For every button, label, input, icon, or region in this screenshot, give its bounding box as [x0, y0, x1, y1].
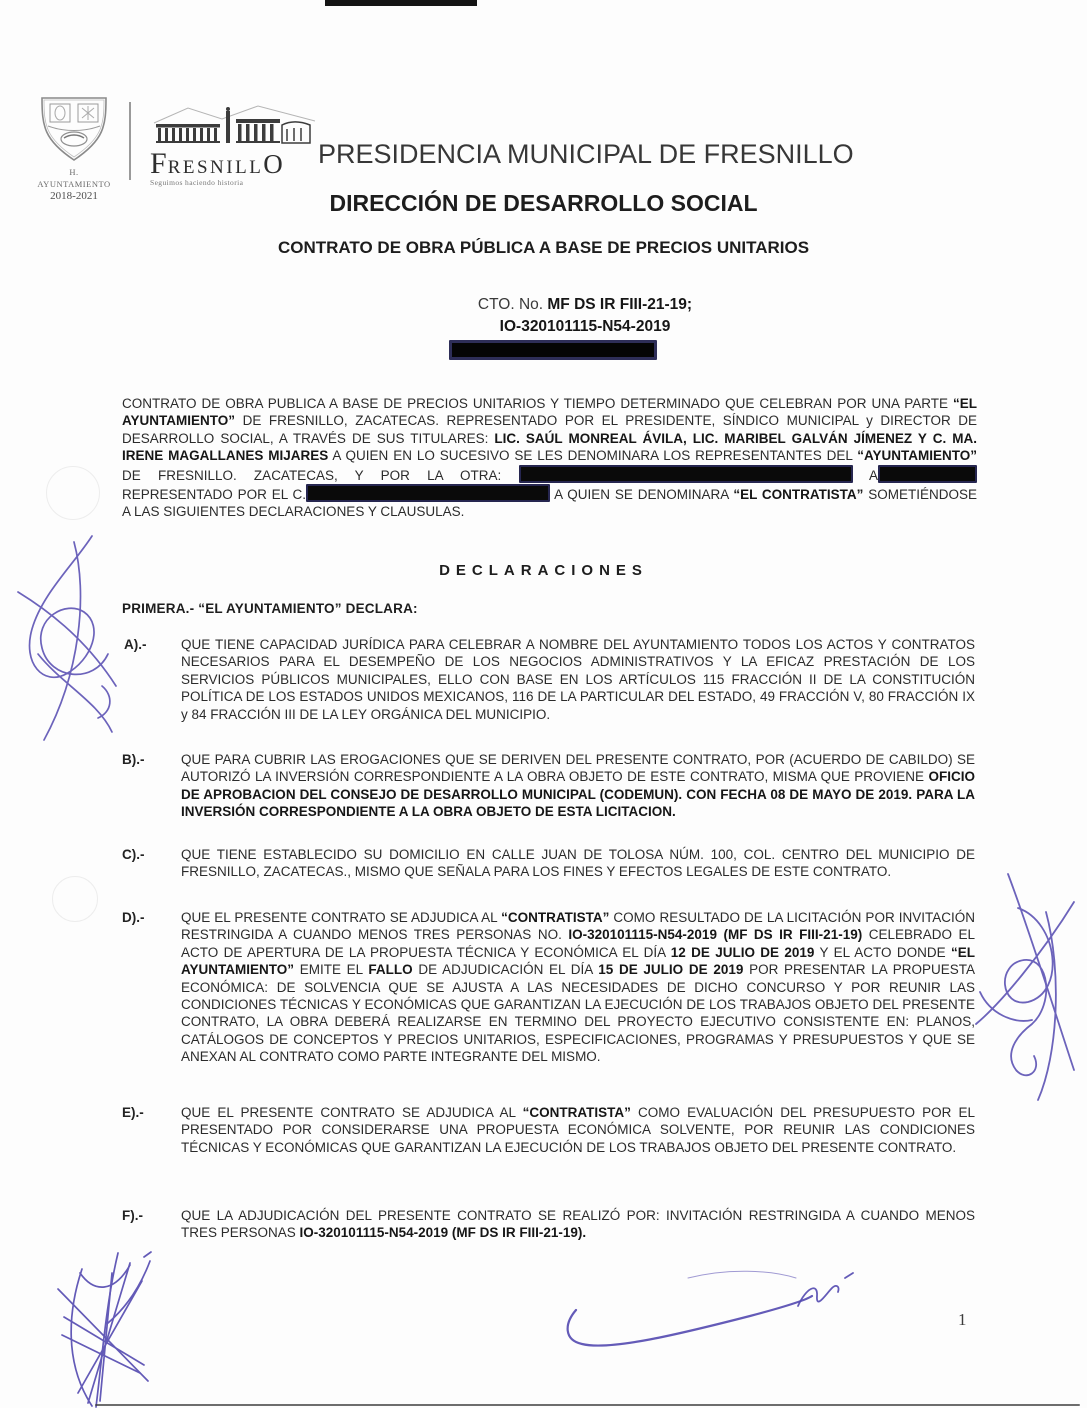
contract-number-line2: IO-320101115-N54-2019	[499, 318, 671, 335]
text-run: A	[852, 467, 878, 483]
text-run: QUE EL PRESENTE CONTRATO SE ADJUDICA AL	[181, 910, 502, 925]
text-run: DE ADJUDICACIÓN EL DÍA	[412, 962, 599, 978]
text-run: SOMETIÉNDOSE A LAS SIGUIENTES DECLARACIONES Y CLAUSULAS.	[122, 487, 978, 520]
item-label-a: A).-	[124, 637, 147, 652]
contract-number-block	[370, 294, 800, 338]
text-run: QUE EL PRESENTE CONTRATO SE ADJUDICA AL	[181, 1105, 523, 1120]
crest-shield-icon	[34, 92, 114, 164]
text-run: “CONTRATISTA”	[522, 1105, 631, 1120]
item-label-f: F).-	[122, 1208, 143, 1223]
text-run: “EL AYUNTAMIENTO”	[122, 396, 977, 429]
item-body-b	[181, 751, 975, 821]
text-run: OFICIO DE APROBACION DEL CONSEJO DE DESARROLLO MUNICIPAL (CODEMUN). CON FECHA 08 DE MAYO DE 2019. PARA LA INVERSIÓN CORRESPONDIENTE A LA OBRA OBJETO DE ESTA LICITACION.	[181, 769, 975, 820]
item-body-f	[181, 1207, 975, 1242]
text-run: A QUIEN SE DENOMINARA	[550, 487, 734, 503]
wordmark-middle: RESNILL	[167, 157, 264, 178]
text-run: QUE TIENE ESTABLECIDO SU DOMICILIO EN CALLE JUAN DE TOLOSA NÚM. 100, COL. CENTRO DEL MUNICIPIO DE FRESNILLO, ZACATECAS., MISMO QUE SEÑALA PARA LOS FINES Y EFECTOS LEGALES DE ESTE CONTRATO.	[181, 847, 975, 880]
municipal-crest-logo	[34, 92, 114, 202]
text-run: “EL CONTRATISTA”	[733, 487, 864, 503]
item-body-e	[181, 1104, 975, 1156]
contract-number-line1	[370, 294, 800, 316]
fresnillo-tagline: Seguimos haciendo historia	[150, 178, 244, 187]
item-label-e: E).-	[122, 1105, 144, 1120]
text-run: 15 DE JULIO DE 2019	[598, 962, 744, 978]
text-run: EMITE EL	[294, 962, 369, 978]
text-run: CONTRATO DE OBRA PUBLICA A BASE DE PRECIOS UNITARIOS Y TIEMPO DETERMINADO QUE CELEBRAN POR UNA PARTE	[122, 396, 953, 411]
text-run: CELEBRADO EL ACTO DE APERTURA DE LA PROPUESTA TÉCNICA Y ECONÓMICA EL DÍA	[181, 927, 976, 960]
text-run: “EL AYUNTAMIENTO”	[181, 944, 976, 978]
page-number: 1	[958, 1310, 967, 1329]
fresnillo-wordmark	[150, 147, 326, 181]
wordmark-final: O	[263, 149, 284, 179]
redaction-bar	[519, 465, 853, 483]
signature-left-margin	[14, 534, 126, 746]
text-run: “AYUNTAMIENTO”	[857, 448, 977, 464]
office-title: PRESIDENCIA MUNICIPAL DE FRESNILLO	[318, 139, 854, 169]
signature-bottom-center	[558, 1270, 860, 1358]
fresnillo-logo	[150, 103, 326, 187]
text-run: A QUIEN EN LO SUCESIVO SE LES DENOMINARA LOS REPRESENTANTES DEL	[328, 448, 858, 464]
item-body-c	[181, 846, 975, 881]
text-run: COMO EVALUACIÓN DEL PRESUPUESTO POR EL PRESENTADO POR CONSIDERARSE UNA PROPUESTA ECONÓMICA SOLVENTE, POR REUNIR LAS CONDICIONES TÉCNICAS Y ECONÓMICAS QUE GARANTIZAN LA EJECUCIÓN DE LOS TRABAJOS OBJETO DEL PRESENTE CONTRATO.	[181, 1105, 975, 1155]
signature-right-margin	[960, 872, 1087, 1104]
text-run: QUE PARA CUBRIR LAS EROGACIONES QUE SE DERIVEN DEL PRESENTE CONTRATO, POR (ACUERDO DE CABILDO) SE AUTORIZÓ LA INVERSIÓN CORRESPONDIENTE A LA OBRA OBJETO DE ESTE CONTRATO, MISMA QUE PROVIENE	[181, 752, 975, 785]
text-run: REPRESENTADO POR EL C.	[122, 487, 307, 503]
text-run: MF DS IR FIII-21-19;	[547, 296, 693, 313]
declarations-title: DECLARACIONES	[439, 562, 648, 579]
text-run: QUE TIENE CAPACIDAD JURÍDICA PARA CELEBRAR A NOMBRE DEL AYUNTAMIENTO TODOS LOS ACTOS Y CONTRATOS NECESARIOS PARA EL DESEMPEÑO DE LOS NEGOCIOS ADMINISTRATIVOS Y LA EFICAZ PRESTACIÓN DE LOS SERVICIOS PÚBLICOS MUNICIPALES, ELLO CON BASE EN LOS ARTÍCULOS 115 FRACCIÓN II DE LA CONSTITUCIÓN POLÍTICA DE LOS ESTADOS UNIDOS MEXICANOS, 116 DE LA PARTICULAR DEL ESTADO, 49 FRACCIÓN V, 80 FRACCIÓN IX y 84 FRACCIÓN III DE LA LEY ORGÁNICA DEL MUNICIPIO.	[181, 637, 975, 722]
text-run: FALLO	[368, 962, 413, 978]
hole-punch-mark-upper	[46, 466, 100, 520]
text-run: QUE LA ADJUDICACIÓN DEL PRESENTE CONTRATO SE REALIZÓ POR: INVITACIÓN RESTRINGIDA A CUANDO MENOS TRES PERSONAS	[181, 1208, 975, 1241]
text-run: IO-320101115-N54-2019 (MF DS IR FIII-21-19)	[568, 927, 863, 943]
crest-caption-text: H. AYUNTAMIENTO	[37, 167, 111, 189]
hole-punch-mark-lower	[52, 876, 98, 922]
crest-years-text: 2018-2021	[50, 190, 98, 202]
header-divider	[129, 102, 131, 180]
contract-type-title: CONTRATO DE OBRA PÚBLICA A BASE DE PRECIOS UNITARIOS	[277, 238, 810, 257]
wordmark-initial: F	[150, 147, 168, 180]
item-body-a	[181, 636, 975, 723]
redaction-bar	[878, 465, 977, 483]
text-run: POR PRESENTAR LA PROPUESTA ECONÓMICA: DE SOLVENCIA QUE SE AJUSTA A LAS NECESIDADES DE DICHO CONCURSO Y POR REUNIR LAS CONDICIONES TÉCNICAS Y ECONÓMICAS QUE GARANTIZAN LA EJECUCIÓN DE LOS TRABAJOS OBJETO DEL PRESENTE CONTRATO, LA OBRA DEBERÁ REALIZARSE EN TERMINO DEL PROYECTO EJECUTIVO CONSISTENTE EN: PLANOS, CATÁLOGOS DE CONCEPTOS Y PRECIOS UNITARIOS, ESPECIFICACIONES, PROGRAMAS Y PRESUPUESTOS Y QUE SE ANEXAN AL CONTRATO COMO PARTE INTEGRANTE DEL MISMO.	[181, 962, 975, 1065]
text-run: IO-320101115-N54-2019 (MF DS IR FIII-21-19).	[299, 1225, 587, 1241]
text-run: COMO RESULTADO DE LA LICITACIÓN POR INVITACIÓN RESTRINGIDA A CUANDO MENOS TRES PERSONAS NO.	[181, 910, 975, 943]
scan-edge-line	[95, 1404, 1080, 1406]
redaction-bar-contract-number	[449, 340, 657, 360]
department-title: DIRECCIÓN DE DESARROLLO SOCIAL	[329, 190, 758, 216]
signature-bottom-left	[50, 1251, 172, 1408]
redaction-bar	[306, 484, 550, 502]
text-run: CTO. No.	[477, 296, 548, 313]
text-run: 12 DE JULIO DE 2019	[670, 944, 815, 960]
item-label-c: C).-	[122, 847, 145, 862]
aqueduct-icon	[150, 103, 320, 147]
item-body-d	[181, 909, 975, 1066]
item-label-d: D).-	[122, 910, 145, 925]
item-label-b: B).-	[122, 752, 145, 767]
text-run: DE FRESNILLO. ZACATECAS, Y POR LA OTRA:	[122, 467, 519, 483]
text-run: DE FRESNILLO, ZACATECAS. REPRESENTADO POR EL PRESIDENTE, SÍNDICO MUNICIPAL y DIRECTOR DE DESARROLLO SOCIAL, A TRAVÉS DE SUS TITULARES:	[122, 413, 977, 446]
redaction-bar-top	[325, 0, 477, 6]
text-run: Y EL ACTO DONDE	[814, 944, 951, 960]
intro-paragraph	[122, 395, 977, 521]
primera-heading: PRIMERA.- “EL AYUNTAMIENTO” DECLARA:	[122, 601, 418, 616]
text-run: LIC. SAÚL MONREAL ÁVILA, LIC. MARIBEL GALVÁN JÍMENEZ Y C. MA. IRENE MAGALLANES MIJARES	[122, 430, 978, 464]
text-run: “CONTRATISTA”	[501, 910, 610, 925]
